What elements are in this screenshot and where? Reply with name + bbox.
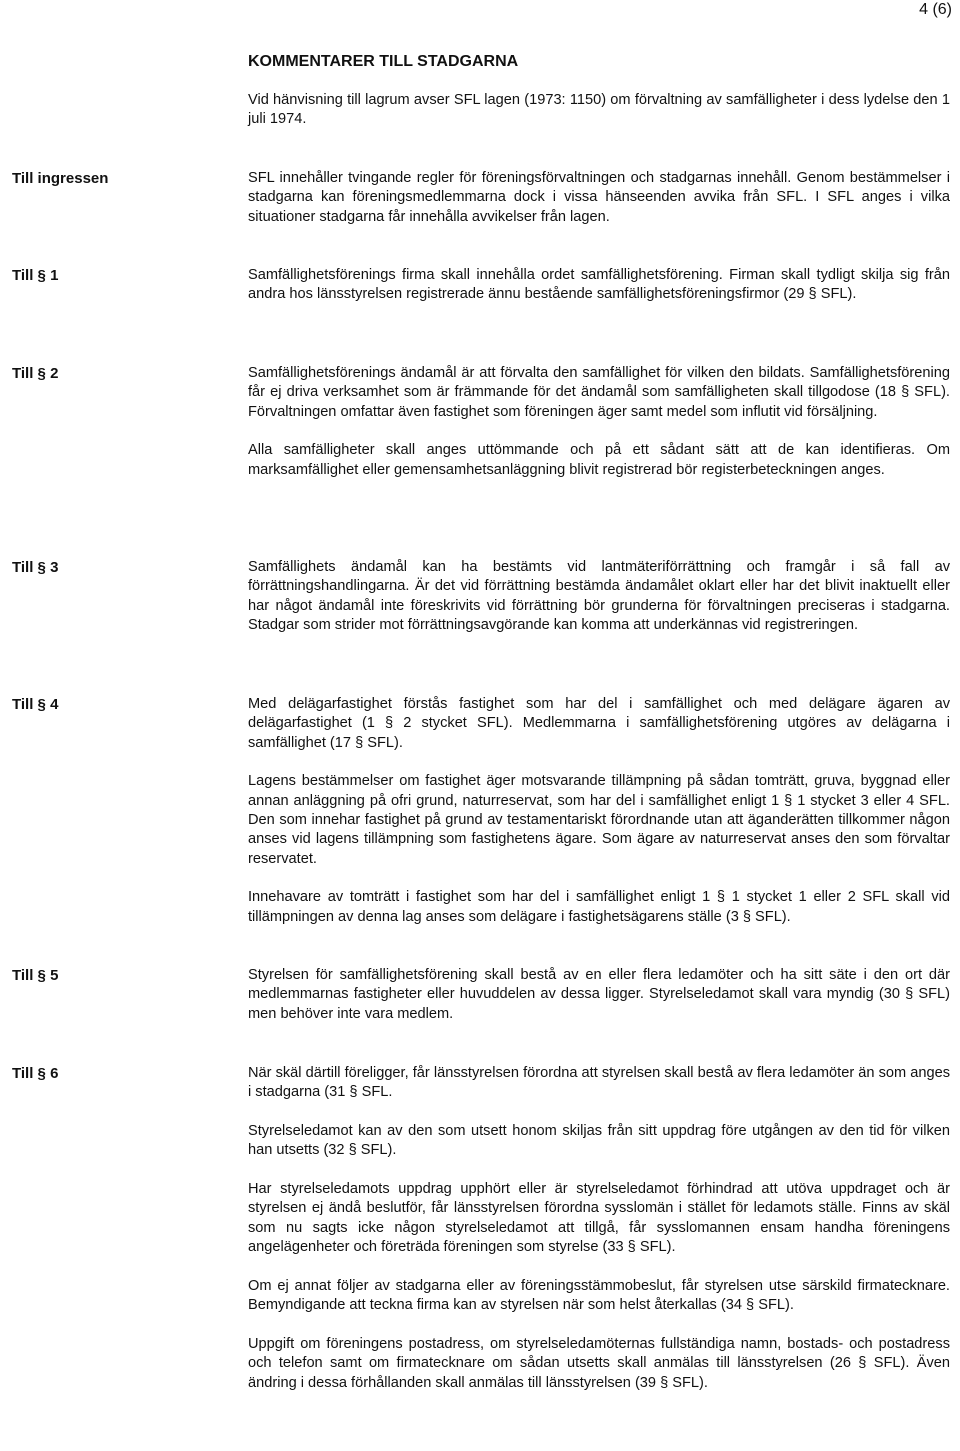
- section-label: Till ingressen: [12, 170, 109, 187]
- paragraph: Uppgift om föreningens postadress, om styrelseledamöternas fullständiga namn, bostads- och postadress och telefon samt om firmatecknare om sådan utsetts skall anmälas till länsstyrelsen (26 § SFL). Även ändring i dessa förhållanden skall anmälas till länsstyrelsen (39 § SFL).: [248, 1335, 950, 1391]
- section-body: [248, 266, 950, 305]
- section-label: Till § 1: [12, 267, 59, 284]
- paragraph: Har styrelseledamots uppdrag upphört eller är styrelseledamot förhindrad att utöva uppdraget och är styrelsen ej ändå beslutför, får länsstyrelsen förordna sysslomän i stället för ledamots ställe. Finns av skäl som nu sagts icke någon styrelseledamot att tillgå, får sysslomannen ensam handha föreningens angelägenheter och företräda föreningen som styrelse (33 § SFL).: [248, 1181, 950, 1256]
- section-body: [248, 1064, 950, 1393]
- section-label: Till § 4: [12, 696, 59, 713]
- page-number: 4 (6): [919, 1, 952, 18]
- intro-body: [248, 91, 950, 130]
- section-body: [248, 558, 950, 635]
- section-body: [248, 364, 950, 480]
- paragraph: Om ej annat följer av stadgarna eller av föreningsstämmobeslut, får styrelsen utse särskild firmatecknare. Bemyndigande att teckna firma kan av styrelsen när som helst återkallas (34 § SFL).: [248, 1277, 950, 1314]
- section-body: [248, 695, 950, 927]
- paragraph: Styrelsen för samfällighetsförening skall bestå av en eller flera ledamöter och ha sitt säte i den ort där medlemmarnas fastigheter eller huvuddelen av dessa ligger. Styrelseledamot skall vara myndig (30 § SFL) men behöver inte vara medlem.: [248, 967, 950, 1022]
- paragraph: Samfällighetsförenings firma skall innehålla ordet samfällighetsförening. Firman skall tydligt skilja sig från andra hos länsstyrelsen registrerade ännu bestående samfällighetsföreningsfirmor (29 § SFL).: [248, 267, 950, 303]
- section-label: Till § 5: [12, 967, 59, 984]
- paragraph: När skäl därtill föreligger, får länsstyrelsen förordna att styrelsen skall bestå av flera ledamöter än som anges i stadgarna (31 § SFL.: [248, 1065, 950, 1101]
- paragraph: Med delägarfastighet förstås fastighet som har del i samfällighet och med delägare ägaren av delägarfastighet (1 § 2 stycket SFL). Medlemmarna i samfällighetsförening utgöres av delägarna i samfällighet (17 § SFL).: [248, 696, 950, 751]
- paragraph: Samfällighetsförenings ändamål är att förvalta den samfällighet för vilken den bildats. Samfällighetsförening får ej driva verksamhet som är främmande för det ändamål som samfälligheten skall tillgodose (18 § SFL). Förvaltningen omfattar även fastighet som föreningen äger samt medel som influtit vid försäljning.: [248, 365, 950, 420]
- section-body: [248, 966, 950, 1024]
- document-title: KOMMENTARER TILL STADGARNA: [248, 53, 519, 70]
- paragraph: Samfällighets ändamål kan ha bestämts vid lantmäteriförrättning och framgår i så fall av förrättningshandlingarna. Är det vid förrättning bestämda ändamålet oklart eller har det blivit inaktuellt eller har något ändamål inte föreskrivits vid förrättning bör grunderna för förvaltningen preciseras i stadgarna. Stadgar som strider mot förrättningsavgörande kan komma att underkännas vid registreringen.: [248, 559, 950, 633]
- section-label: Till § 2: [12, 365, 59, 382]
- paragraph: Lagens bestämmelser om fastighet äger motsvarande tillämpning på sådan tomträtt, gruva, byggnad eller annan anläggning på ofri grund, naturreservat, som har del i samfällighet enligt 1 § 1 stycket 3 eller 4 SFL. Den som innehar fastighet på grund av testamentariskt förordnande utan att äganderätten tillkommer någon anses vid lagens tillämpning som fastighetens ägare. Som ägare av naturreservat anses den som förvaltar reservatet.: [248, 773, 950, 867]
- paragraph: Vid hänvisning till lagrum avser SFL lagen (1973: 1150) om förvaltning av samfälligheter i dess lydelse den 1 juli 1974.: [248, 92, 950, 128]
- paragraph: Alla samfälligheter skall anges uttömmande och på ett sådant sätt att de kan identifieras. Om marksamfällighet eller gemensamhetsanläggning blivit registrerad bör registerbeteckningen anges.: [248, 442, 950, 478]
- paragraph: Innehavare av tomträtt i fastighet som har del i samfällighet enligt 1 § 1 stycket 1 eller 2 SFL skall vid tillämpningen av denna lag anses som delägare i fastighetsägarens ställe (3 § SFL).: [248, 889, 950, 925]
- section-body: [248, 169, 950, 227]
- paragraph: SFL innehåller tvingande regler för föreningsförvaltningen och stadgarnas innehåll. Genom bestämmelser i stadgarna kan föreningsmedlemmarna dock i vissa hänseenden avvika från SFL. I SFL anges i vilka situationer stadgarna får innehålla avvikelser från lagen.: [248, 170, 950, 225]
- paragraph: Styrelseledamot kan av den som utsett honom skiljas från sitt uppdrag före utgången av den tid för vilken han utsetts (32 § SFL).: [248, 1123, 950, 1159]
- section-label: Till § 3: [12, 559, 59, 576]
- section-label: Till § 6: [12, 1065, 59, 1082]
